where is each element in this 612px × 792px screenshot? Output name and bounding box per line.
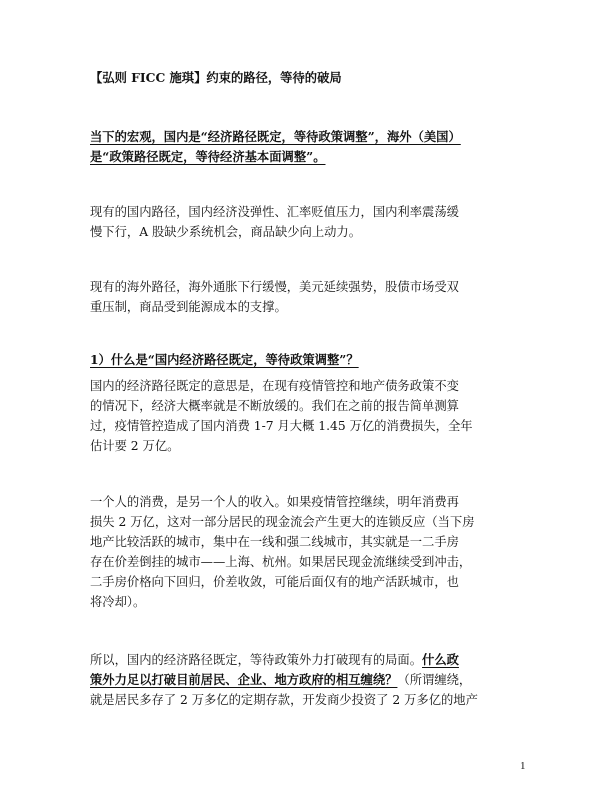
page-number: 1 [520, 760, 526, 772]
section1-p2-line: 二手房价格向下回归，价差收敛，可能后面仅有的地产活跃城市，也 [90, 575, 459, 589]
section1-p3-line-2 [90, 672, 471, 688]
section1-p2-line: 地产比较活跃的城市，集中在一线和强二线城市，其实就是一二手房 [90, 535, 459, 549]
summary-line-2: 是“政策路径既定，等待经济基本面调整”。 [90, 149, 326, 164]
summary-line-1: 当下的宏观，国内是“经济路径既定，等待政策调整”，海外（美国） [90, 129, 461, 144]
p3-emphasis-text: 什么政 [422, 652, 459, 667]
overseas-path-line-2: 重压制，商品受到能源成本的支撑。 [90, 300, 287, 314]
section1-heading: 1）什么是“国内经济路径既定，等待政策调整”？ [90, 352, 359, 367]
p3-emphasis-text: 策外力足以打破目前居民、企业、地方政府的相互缠绕？ [90, 672, 398, 687]
p3-plain-text: 所以，国内的经济路径既定，等待政策外力打破现有的局面。 [90, 653, 423, 667]
section1-p2-line: 一个人的消费，是另一个人的收入。如果疫情管控继续，明年消费再 [90, 495, 459, 509]
domestic-path-line-2: 慢下行，A 股缺少系统机会，商品缺少向上动力。 [90, 225, 362, 239]
section1-p2-line: 存在价差倒挂的城市——上海、杭州。如果居民现金流继续受到冲击， [90, 555, 472, 569]
section1-p1-line: 国内的经济路径既定的意思是，在现有疫情管控和地产债务政策不变 [90, 379, 459, 393]
p3-plain-text: （所谓缠绕， [397, 673, 472, 687]
document-title: 【弘则 FICC 施琪】约束的路径，等待的破局 [90, 70, 342, 85]
section1-p1-line: 估计要 2 万亿。 [90, 439, 180, 453]
section1-p1-line: 的情况下，经济大概率就是不断放缓的。我们在之前的报告简单测算 [90, 399, 459, 413]
domestic-path-line-1: 现有的国内路径，国内经济没弹性、汇率贬值压力，国内利率震荡缓 [90, 205, 459, 219]
section1-p1-line: 过，疫情管控造成了国内消费 1-7 月大概 1.45 万亿的消费损失，全年 [90, 419, 473, 433]
section1-p2-line: 损失 2 万亿，这对一部分居民的现金流会产生更大的连锁反应（当下房 [90, 515, 475, 529]
section1-p2-line: 将冷却）。 [90, 595, 146, 609]
section1-p3-line-3: 就是居民多存了 2 万多亿的定期存款，开发商少投资了 2 万多亿的地产 [90, 693, 478, 707]
section1-p3-line-1 [90, 652, 459, 668]
overseas-path-line-1: 现有的海外路径，海外通胀下行缓慢，美元延续强势，股债市场受双 [90, 280, 459, 294]
